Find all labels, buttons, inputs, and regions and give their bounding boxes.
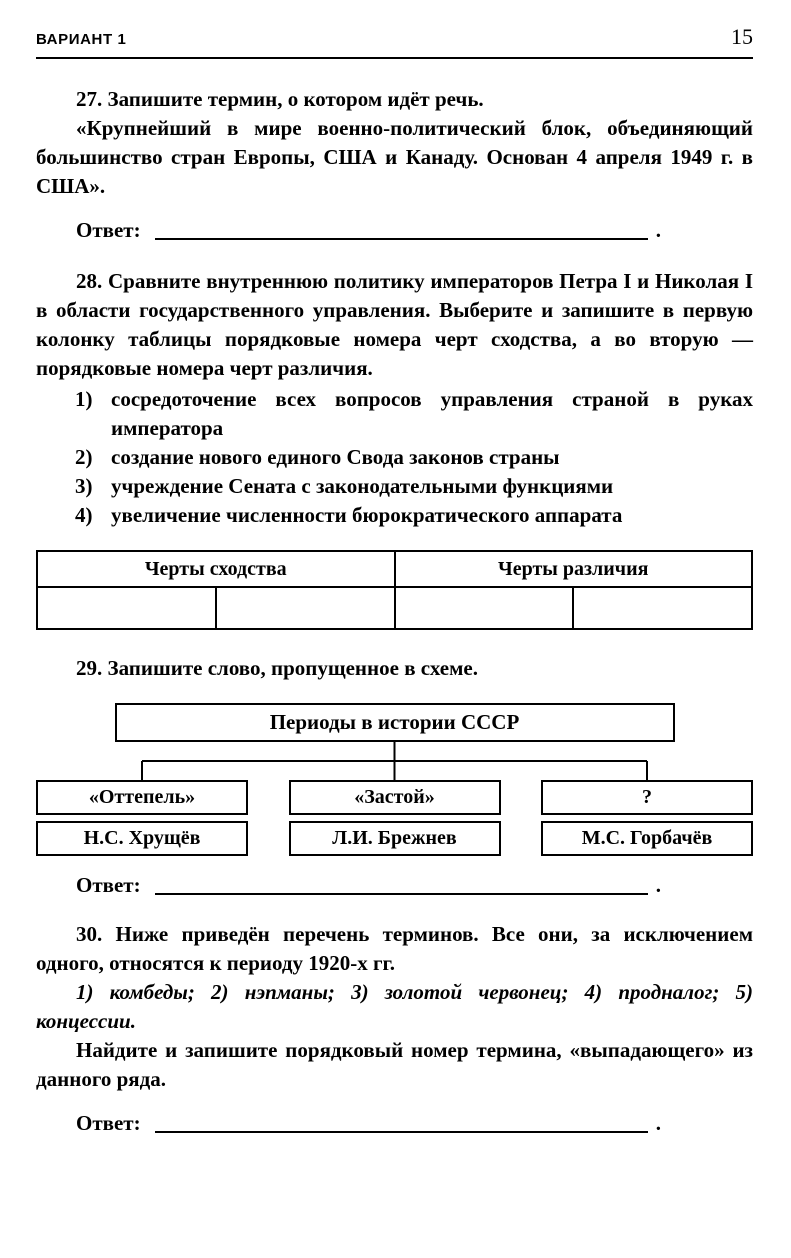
q28-number: 28. (76, 269, 103, 293)
scheme-branch-1-title: «Оттепель» (36, 780, 248, 815)
scheme-branch-1-person: Н.С. Хрущёв (36, 821, 248, 856)
q29-answer-blank[interactable] (155, 871, 648, 895)
q28-option-4-text: увеличение численности бюрократического аппарата (111, 503, 623, 527)
q29-prompt: Запишите слово, пропущенное в схеме. (107, 656, 479, 680)
scheme-branches (36, 780, 753, 856)
q28-option-2-num: 2) (75, 445, 93, 469)
q27-answer-period: . (655, 218, 661, 242)
q28-option-2-text: создание нового единого Свода законов страны (111, 445, 560, 469)
header-rule (36, 57, 753, 59)
q28-option-4-num: 4) (75, 503, 93, 527)
q29-answer-period: . (655, 873, 661, 897)
q30-prompt: Ниже приведён перечень терминов. Все они, за исключением одного, относятся к периоду 1920-х гг. (36, 922, 753, 975)
q28-options (36, 385, 753, 530)
answer-line-q29 (36, 871, 753, 900)
q27-quote: «Крупнейший в мире военно-политический блок, объединяющий большинство стран Европы, США и Канаду. Основан 4 апреля 1949 г. в США». (36, 116, 753, 198)
q28-option-3 (36, 472, 753, 501)
q28-option-2 (36, 443, 753, 472)
question-27 (36, 85, 753, 245)
q28-option-1-text: сосредоточение всех вопросов управления страной в руках императора (111, 387, 753, 440)
q30-number: 30. (76, 922, 103, 946)
scheme-branch-2-person: Л.И. Брежнев (289, 821, 501, 856)
scheme-q29 (36, 703, 753, 856)
page-number: 15 (731, 24, 753, 49)
q27-prompt: Запишите термин, о котором идёт речь. (107, 87, 484, 111)
answer-cell-difference-2[interactable] (573, 587, 752, 629)
q27-number: 27. (76, 87, 103, 111)
scheme-branch-3-person: М.С. Горбачёв (541, 821, 753, 856)
answer-cell-similarity-1[interactable] (37, 587, 216, 629)
q30-answer-blank[interactable] (155, 1109, 648, 1133)
q29-answer-label: Ответ: (76, 873, 141, 897)
question-30 (36, 920, 753, 1138)
question-29 (36, 654, 753, 900)
q27-answer-blank[interactable] (155, 216, 648, 240)
q30-terms: 1) комбеды; 2) нэпманы; 3) золотой червонец; 4) продналог; 5) концессии. (36, 980, 753, 1033)
scheme-connector-lines (36, 742, 753, 780)
comparison-table-answer-row (37, 587, 752, 629)
answer-line-q30 (36, 1109, 753, 1138)
scheme-branch-ottepel (36, 780, 248, 856)
q28-option-1 (36, 385, 753, 443)
q30-prompt-line (36, 920, 753, 978)
q27-prompt-line (36, 85, 753, 114)
q28-prompt: Сравните внутреннюю политику императоров Петра I и Николая I в области государственного управления. Выберите и запишите в первую колонку таблицы порядковые номера черт сходства, а во вторую — порядковые номера черт различия. (36, 269, 754, 380)
q28-option-1-num: 1) (75, 387, 93, 411)
q28-option-3-text: учреждение Сената с законодательными функциями (111, 474, 614, 498)
answer-line-q27 (36, 216, 753, 245)
answer-cell-difference-1[interactable] (395, 587, 574, 629)
variant-label: ВАРИАНТ 1 (36, 31, 127, 48)
table-header-similarities: Черты сходства (37, 551, 395, 587)
q30-answer-label: Ответ: (76, 1111, 141, 1135)
question-28 (36, 267, 753, 630)
scheme-branch-2-title: «Застой» (289, 780, 501, 815)
q30-answer-period: . (655, 1111, 661, 1135)
comparison-table-header-row (37, 551, 752, 587)
q28-prompt-line (36, 267, 753, 383)
comparison-table (36, 550, 753, 630)
table-header-differences: Черты различия (395, 551, 753, 587)
scheme-branch-unknown (541, 780, 753, 856)
q29-number: 29. (76, 656, 103, 680)
scheme-branch-3-title: ? (541, 780, 753, 815)
scheme-branch-zastoy (289, 780, 501, 856)
answer-cell-similarity-2[interactable] (216, 587, 395, 629)
q28-option-3-num: 3) (75, 474, 93, 498)
scheme-root-box: Периоды в истории СССР (115, 703, 675, 742)
q29-prompt-line (36, 654, 753, 683)
q27-answer-label: Ответ: (76, 218, 141, 242)
q28-option-4 (36, 501, 753, 530)
q30-followup: Найдите и запишите порядковый номер термина, «выпадающего» из данного ряда. (36, 1038, 753, 1091)
page-header (36, 24, 753, 50)
